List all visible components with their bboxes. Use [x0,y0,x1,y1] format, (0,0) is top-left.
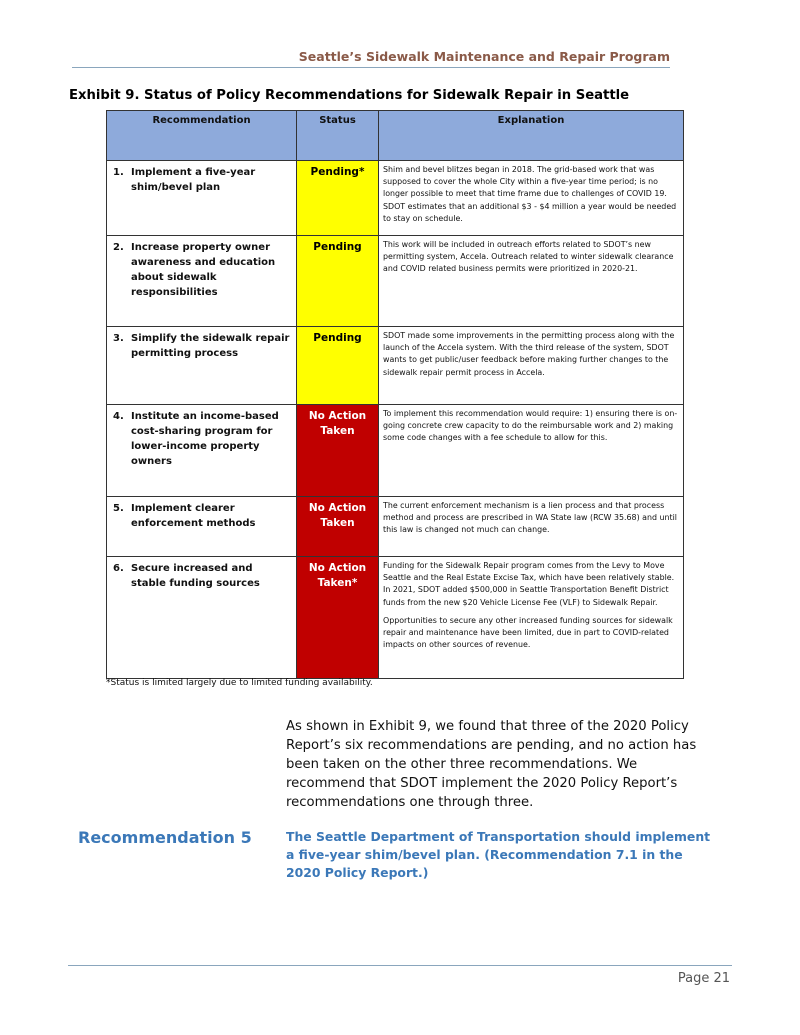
recommendation-number: 1. [113,167,124,178]
recommendation-text-cell: Simplify the sidewalk repair permitting process [131,333,290,359]
page-number: Page 21 [677,971,730,986]
footer-divider [68,965,732,966]
status-badge: No Action Taken [297,497,379,557]
recommendation-text: The Seattle Department of Transportation should implement a five-year shim/bevel plan. (Recommendation 7.1 in the 2020 Policy Report.) [286,829,711,880]
recommendation-cell [107,557,297,679]
recommendation-number: 5. [113,503,124,514]
recommendation-text-cell: Secure increased and stable funding sources [131,563,260,589]
recommendation-text-cell: Increase property owner awareness and education about sidewalk responsibilities [131,242,276,298]
recommendation-cell [107,327,297,405]
table-row [107,327,684,405]
recommendation-text-cell: Implement a five-year shim/bevel plan [131,167,256,193]
status-badge: No Action Taken [297,405,379,497]
explanation-paragraph: This work will be included in outreach efforts related to SDOT’s new permitting system, Accela. Outreach related to winter sidewalk clearance and COVID related business permits were prioritized in 2020-21. [383,240,674,274]
header-divider [72,67,670,68]
recommendation-cell [107,161,297,236]
recommendation-label: Recommendation 5 [78,828,252,847]
recommendations-table [106,110,684,679]
column-header-recommendation: Recommendation [107,111,297,161]
explanation-paragraph: Funding for the Sidewalk Repair program comes from the Levy to Move Seattle and the Real Estate Excise Tax, which have been relatively stable. In 2021, SDOT added $500,000 in Seattle Transportation Benefit District funds from the new $20 Vehicle License Fee (VLF) to Sidewalk Repair. [383,561,675,607]
table-header-row [107,111,684,161]
table-row [107,497,684,557]
explanation-cell [379,161,684,236]
table-footnote: *Status is limited largely due to limited funding availability. [106,678,373,688]
recommendation-number: 2. [113,242,124,253]
table-row [107,236,684,327]
status-badge: No Action Taken* [297,557,379,679]
explanation-paragraph: Opportunities to secure any other increased funding sources for sidewalk repair and maintenance have been limited, due in part to COVID-related impacts on other sources of revenue. [383,615,673,650]
recommendation-number: 6. [113,563,124,574]
running-header-title: Seattle’s Sidewalk Maintenance and Repair Program [298,49,670,64]
exhibit-title: Exhibit 9. Status of Policy Recommendations for Sidewalk Repair in Seattle [69,88,630,103]
explanation-paragraph: SDOT made some improvements in the permitting process along with the launch of the Accela system. With the third release of the system, SDOT wants to get public/user feedback before making further changes to the sidewalk repair permit process in Accela. [383,331,675,377]
explanation-paragraph: Shim and bevel blitzes began in 2018. The grid-based work that was supposed to cover the whole City within a five-year time period; is no longer possible to meet that time frame due to challenges of COVID 19. SDOT estimates that an additional $3 - $4 million a year would be needed to stay on schedule. [383,165,677,223]
recommendation-number: 3. [113,333,124,344]
table-row [107,161,684,236]
column-header-status: Status [297,111,379,161]
explanation-paragraph: To implement this recommendation would require: 1) ensuring there is on-going concrete crew capacity to do the reimbursable work and 2) making some code changes with a fee schedule to allow for this. [383,409,678,443]
explanation-cell [379,497,684,557]
recommendation-text-cell: Implement clearer enforcement methods [131,503,256,529]
status-badge: Pending [297,236,379,327]
recommendation-cell [107,405,297,497]
explanation-paragraph: The current enforcement mechanism is a lien process and that process method and process are prescribed in WA State law (RCW 35.68) and until this law is changed not much can change. [383,501,677,535]
explanation-cell [379,327,684,405]
recommendation-number: 4. [113,411,124,422]
table-row [107,557,684,679]
column-header-explanation: Explanation [379,111,684,161]
explanation-cell [379,557,684,679]
body-paragraph: As shown in Exhibit 9, we found that three of the 2020 Policy Report’s six recommendations are pending, and no action has been taken on the other three recommendations. We recommend that SDOT implement the 2020 Policy Report’s recommendations one through three. [286,719,697,810]
table-row [107,405,684,497]
explanation-cell [379,405,684,497]
recommendation-cell [107,497,297,557]
status-badge: Pending* [297,161,379,236]
explanation-cell [379,236,684,327]
recommendation-text-cell: Institute an income-based cost-sharing program for lower-income property owners [131,411,279,467]
recommendation-cell [107,236,297,327]
status-badge: Pending [297,327,379,405]
